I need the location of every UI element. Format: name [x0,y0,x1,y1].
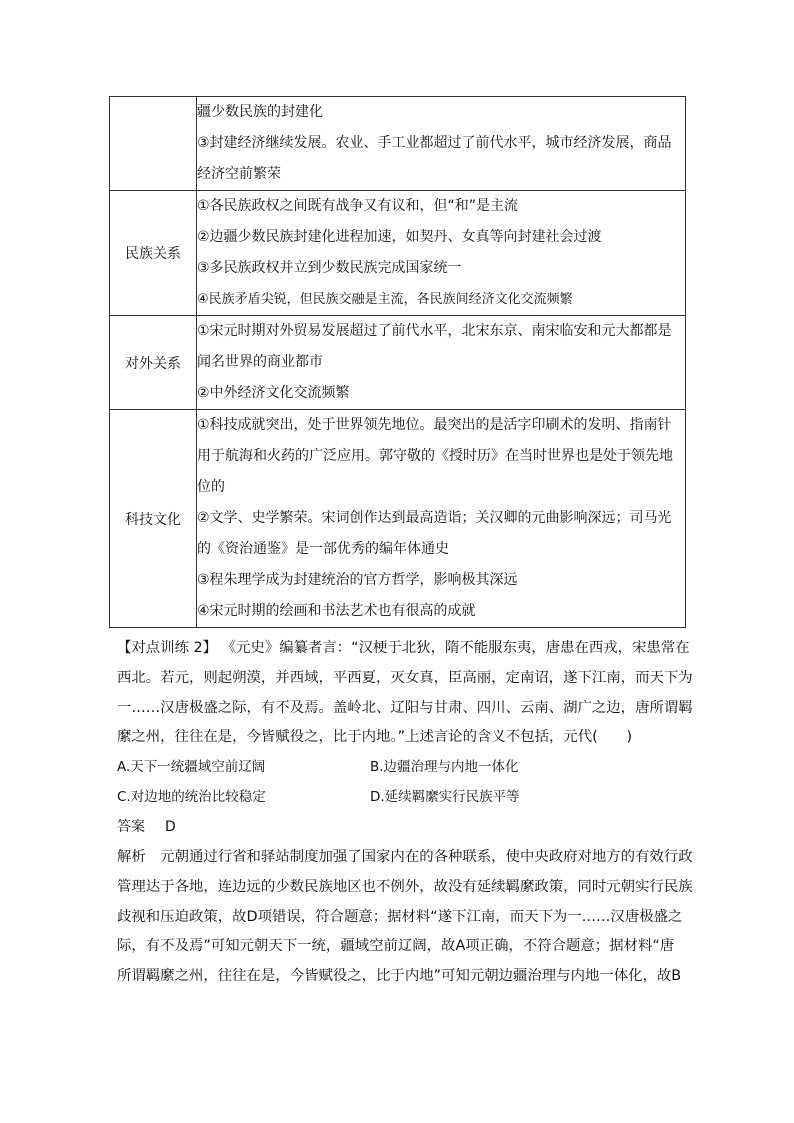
analysis-line: 歧视和压迫政策，故D项错误，符合题意；据材料“遂下江南，而天下为一……汉唐极盛之 [117,908,683,925]
answer-line [117,813,689,843]
option-d: D.延续羁縻实行民族平等 [370,789,520,806]
table-line: ③封建经济继续发展。农业、手工业都超过了前代水平，城市经济发展，商品 [197,135,672,151]
table-line: ④民族矛盾尖锐，但民族交融是主流，各民族间经济文化交流频繁 [197,292,573,307]
option-b: B.边疆治理与内地一体化 [370,759,519,776]
table-line: ②文学、史学繁荣。宋词创作达到最高造诣；关汉卿的元曲影响深远；司马光 [197,510,672,526]
analysis-line: 所谓羁縻之州，往往在是，今皆赋役之，比于内地”可知元朝边疆治理与内地一体化，故B [117,968,682,985]
table-line: 闻名世界的商业都市 [197,354,323,370]
question-line: 【对点训练 2】 《元史》编纂者言：“汉梗于北狄，隋不能服东夷，唐患在西戎，宋患常在 [117,640,690,656]
question-block [117,634,693,992]
table-line: ①各民族政权之间既有战争又有议和，但“和”是主流 [197,198,519,214]
table-line: 位的 [197,479,225,495]
content-cell [197,191,686,316]
analysis-line: 解析 元朝通过行省和驿站制度加强了国家内在的各种联系，使中央政府对地方的有效行政 [117,848,693,865]
table-row [110,191,686,316]
table-line: 的《资治通鉴》是一部优秀的编年体通史 [197,541,449,557]
content-cell [197,410,686,628]
table-row [110,316,686,410]
option-c: C.对边地的统治比较稳定 [117,789,266,806]
question-line: 一……汉唐极盛之际，有不及焉。盖岭北、辽阳与甘肃、四川、云南、湖广之边，唐所谓羁 [117,699,693,716]
table-line: ①科技成就突出，处于世界领先地位。最突出的是活字印刷术的发明、指南针 [197,417,672,433]
table-line: ③程朱理学成为封建统治的官方哲学，影响极其深远 [197,572,518,588]
table-line: ①宋元时期对外贸易发展超过了前代水平，北宋东京、南宋临安和元大都都是 [197,323,672,339]
option-a: A.天下一统疆域空前辽阔 [117,759,266,776]
table-row [110,97,686,191]
question-line: 西北。若元，则起朔漠，并西域，平西夏，灭女真，臣高丽，定南诏，遂下江南，而天下为 [117,669,693,686]
table-row [110,410,686,628]
question-line: 縻之州，往往在是，今皆赋役之，比于内地。”上述言论的含义不包括，元代( ) [117,729,633,746]
analysis-line: 际，有不及焉”可知元朝天下一统，疆域空前辽阔，故A项正确，不符合题意；据材料“唐 [117,938,675,955]
table-line: ④宋元时期的绘画和书法艺术也有很高的成就 [197,603,476,619]
content-cell [197,316,686,410]
answer-value: D [165,819,176,836]
category-cell: 科技文化 [110,410,197,628]
content-cell [197,97,686,191]
category-cell: 对外关系 [110,316,197,410]
category-cell: 民族关系 [110,191,197,316]
table-line: ②边疆少数民族封建化进程加速，如契丹、女真等向封建社会过渡 [197,229,602,245]
analysis-line: 管理达于各地，连边远的少数民族地区也不例外，故没有延续羁縻政策，同时元朝实行民族 [117,878,693,895]
table-line: ③多民族政权并立到少数民族完成国家统一 [197,260,462,276]
summary-table [109,96,686,628]
options-grid [117,753,689,813]
table-line: 经济空前繁荣 [197,166,281,182]
table-line: 疆少数民族的封建化 [197,104,323,120]
category-cell [110,97,197,191]
table-line: 用于航海和火药的广泛应用。郭守敬的《授时历》在当时世界也是处于领先地 [197,448,673,464]
answer-label: 答案 [117,819,145,836]
table-line: ②中外经济文化交流频繁 [197,385,350,401]
